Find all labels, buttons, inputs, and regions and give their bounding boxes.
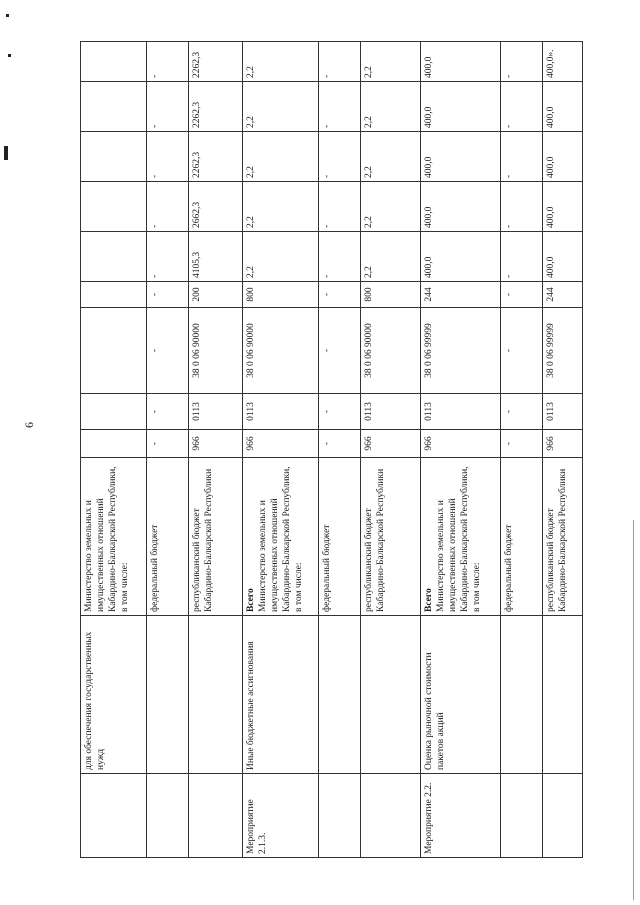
name-cell (501, 616, 543, 774)
value-cell-2: 400,0 (421, 182, 501, 232)
table-row (543, 42, 583, 858)
value-cell-4: 400,0 (421, 82, 501, 132)
rz-cell: - (147, 394, 189, 430)
vr-cell (81, 282, 147, 308)
source-cell (543, 458, 583, 616)
value-cell-2: - (147, 182, 189, 232)
activity-cell (543, 774, 583, 858)
source-cell (147, 458, 189, 616)
value-cell-2: 2,2 (243, 182, 319, 232)
value-cell-1: - (147, 232, 189, 282)
scan-speck (8, 54, 11, 57)
source-total-label: Всего (424, 588, 434, 612)
activity-cell (361, 774, 421, 858)
source-cell (361, 458, 421, 616)
table-row (189, 42, 243, 858)
value-cell-3: - (501, 132, 543, 182)
csr-cell: 38 0 06 90000 (189, 308, 243, 394)
value-cell-5: - (147, 42, 189, 82)
value-cell-1 (81, 232, 147, 282)
vr-cell: 800 (361, 282, 421, 308)
value-cell-3: 400,0 (421, 132, 501, 182)
name-cell (361, 616, 421, 774)
table-row (319, 42, 361, 858)
value-cell-5: 400,0 (421, 42, 501, 82)
activity-cell (319, 774, 361, 858)
csr-cell (81, 308, 147, 394)
value-cell-1: 400,0 (421, 232, 501, 282)
value-cell-4: 400,0 (543, 82, 583, 132)
csr-cell: 38 0 06 90000 (361, 308, 421, 394)
table-row (81, 42, 147, 858)
value-cell-3: - (147, 132, 189, 182)
value-cell-2: 400,0 (543, 182, 583, 232)
csr-cell: - (501, 308, 543, 394)
vr-cell: - (319, 282, 361, 308)
scan-speck (6, 14, 9, 17)
value-cell-1: 2,2 (243, 232, 319, 282)
source-text: федеральный бюджет (322, 524, 332, 612)
activity-cell (501, 774, 543, 858)
value-cell-2: 2,2 (361, 182, 421, 232)
value-cell-3: 2,2 (361, 132, 421, 182)
source-cell (243, 458, 319, 616)
grbs-cell: - (501, 430, 543, 458)
value-cell-5: 2,2 (361, 42, 421, 82)
grbs-cell: 966 (421, 430, 501, 458)
activity-cell: Мероприятие 2.1.3. (243, 774, 319, 858)
page-number: 6 (22, 422, 36, 428)
source-text: Министерство земельных и имущественных отношений Кабардино-Балкарской Республики, в том числе: (258, 466, 304, 612)
value-cell-3: 400,0 (543, 132, 583, 182)
grbs-cell: - (147, 430, 189, 458)
csr-cell: - (319, 308, 361, 394)
value-cell-3: 2262,3 (189, 132, 243, 182)
activity-cell: Мероприятие 2.2. (421, 774, 501, 858)
value-cell-4: 2,2 (243, 82, 319, 132)
scan-speck (4, 146, 8, 160)
value-cell-5: - (319, 42, 361, 82)
grbs-cell (81, 430, 147, 458)
value-cell-4: 2,2 (361, 82, 421, 132)
value-cell-4: - (501, 82, 543, 132)
rz-cell: 0113 (421, 394, 501, 430)
name-cell (319, 616, 361, 774)
vr-cell: 244 (543, 282, 583, 308)
value-cell-1: 4105,3 (189, 232, 243, 282)
value-cell-3: 2,2 (243, 132, 319, 182)
value-cell-4: 2262,3 (189, 82, 243, 132)
value-cell-3: - (319, 132, 361, 182)
value-cell-5: - (501, 42, 543, 82)
table-row (501, 42, 543, 858)
value-cell-1: - (319, 232, 361, 282)
budget-table (80, 41, 583, 858)
value-cell-1: 400,0 (543, 232, 583, 282)
value-cell-2: 2662,3 (189, 182, 243, 232)
name-cell (543, 616, 583, 774)
source-cell (421, 458, 501, 616)
value-cell-5: 400,0». (543, 42, 583, 82)
rz-cell: 0113 (189, 394, 243, 430)
grbs-cell: 966 (543, 430, 583, 458)
name-cell: для обеспечения государственных нужд (81, 616, 147, 774)
source-total-label: Всего (246, 588, 256, 612)
source-text: Министерство земельных и имущественных отношений Кабардино-Балкарской Республики, в том числе: (84, 466, 130, 612)
csr-cell: - (147, 308, 189, 394)
value-cell-4: - (319, 82, 361, 132)
value-cell-2: - (319, 182, 361, 232)
source-text: республиканский бюджет Кабардино-Балкарской Республики (546, 468, 568, 612)
vr-cell: - (147, 282, 189, 308)
vr-cell: 244 (421, 282, 501, 308)
csr-cell: 38 0 06 99999 (543, 308, 583, 394)
table-row (361, 42, 421, 858)
csr-cell: 38 0 06 99999 (421, 308, 501, 394)
value-cell-1: 2,2 (361, 232, 421, 282)
rz-cell: - (319, 394, 361, 430)
rz-cell: 0113 (543, 394, 583, 430)
name-cell: Иные бюджетные ассигнования (243, 616, 319, 774)
source-text: федеральный бюджет (504, 524, 514, 612)
rz-cell: 0113 (361, 394, 421, 430)
value-cell-1: - (501, 232, 543, 282)
activity-cell (189, 774, 243, 858)
grbs-cell: 966 (361, 430, 421, 458)
value-cell-2 (81, 182, 147, 232)
source-text: федеральный бюджет (150, 524, 160, 612)
value-cell-5: 2,2 (243, 42, 319, 82)
grbs-cell: 966 (189, 430, 243, 458)
source-cell (81, 458, 147, 616)
table-row (243, 42, 319, 858)
rz-cell: - (501, 394, 543, 430)
value-cell-3 (81, 132, 147, 182)
grbs-cell: 966 (243, 430, 319, 458)
source-cell (319, 458, 361, 616)
name-cell: Оценка рыночной стоимости пакетов акций (421, 616, 501, 774)
value-cell-5 (81, 42, 147, 82)
vr-cell: - (501, 282, 543, 308)
vr-cell: 200 (189, 282, 243, 308)
grbs-cell: - (319, 430, 361, 458)
value-cell-4: - (147, 82, 189, 132)
source-cell (189, 458, 243, 616)
name-cell (189, 616, 243, 774)
table-row (421, 42, 501, 858)
value-cell-5: 2262,3 (189, 42, 243, 82)
rz-cell: 0113 (243, 394, 319, 430)
value-cell-4 (81, 82, 147, 132)
budget-table-rotated (80, 42, 639, 858)
source-text: Министерство земельных и имущественных отношений Кабардино-Балкарской Республики, в том числе: (436, 466, 482, 612)
source-cell (501, 458, 543, 616)
name-cell (147, 616, 189, 774)
value-cell-2: - (501, 182, 543, 232)
activity-cell (147, 774, 189, 858)
source-text: республиканский бюджет Кабардино-Балкарской Республики (192, 468, 214, 612)
source-text: республиканский бюджет Кабардино-Балкарской Республики (364, 468, 386, 612)
csr-cell: 38 0 06 90000 (243, 308, 319, 394)
rz-cell (81, 394, 147, 430)
vr-cell: 800 (243, 282, 319, 308)
table-row (147, 42, 189, 858)
activity-cell (81, 774, 147, 858)
